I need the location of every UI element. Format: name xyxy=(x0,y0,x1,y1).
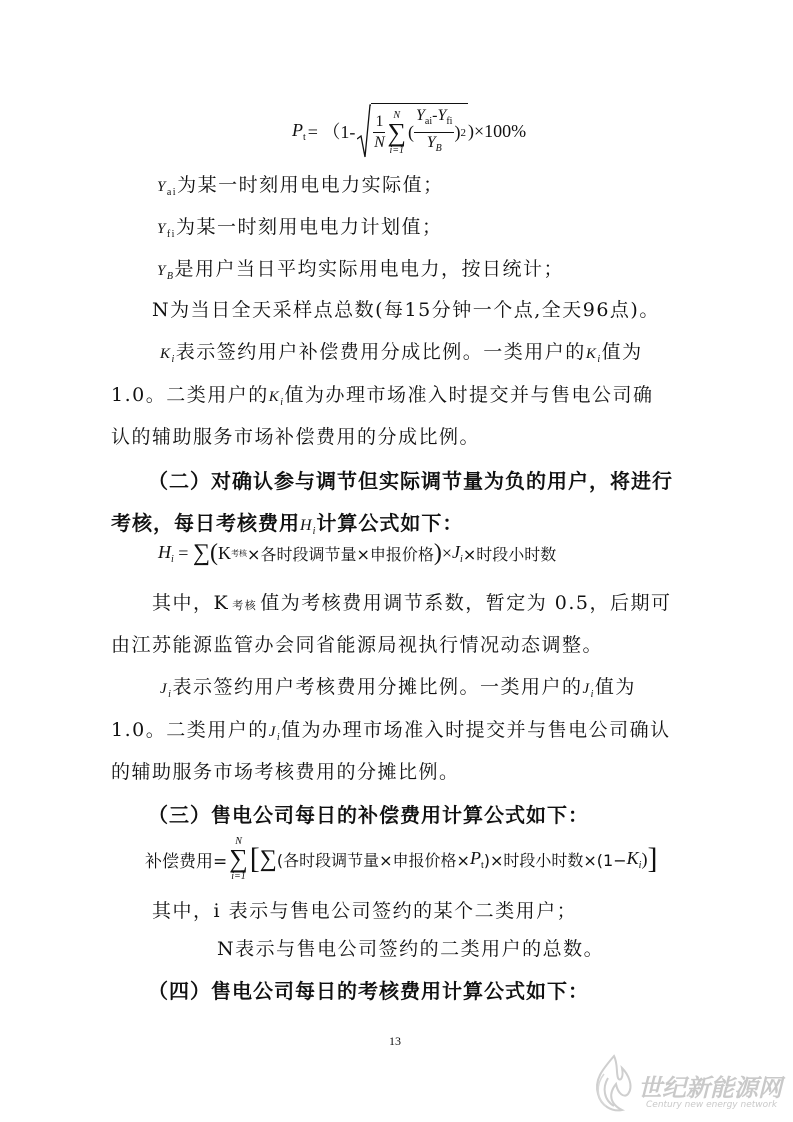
where-n: N表示与售电公司签约的二类用户的总数。 xyxy=(217,938,605,960)
def-yb: $Y_B$是用户当日平均实际用电电力，按日统计； xyxy=(157,258,564,282)
watermark xyxy=(588,1050,793,1122)
where-i: 其中，i 表示与售电公司签约的某个二类用户； xyxy=(152,900,578,922)
section-2-heading-line1: （二）对确认参与调节但实际调节量为负的用户，将进行 xyxy=(148,469,673,493)
paren-close: ) xyxy=(454,122,461,142)
exponent: 2 xyxy=(460,126,466,139)
fraction-ratio: $\frac{Y_{ai}-Y_{fi}}{Y_B}$ xyxy=(415,107,453,154)
sqrt-sign xyxy=(357,103,371,159)
j-para-line1: $J_i$表示签约用户考核费用分摊比例。一类用户的$J_i$值为 xyxy=(160,676,636,700)
j-para-line3: 的辅助服务市场考核费用的分摊比例。 xyxy=(111,761,460,783)
k-para-line1: $K_i$表示签约用户补偿费用分成比例。一类用户的$K_i$值为 xyxy=(160,341,643,365)
khk-para-line1: 其中，K 考核 值为考核费用调节系数，暂定为 0.5，后期可 xyxy=(152,592,672,614)
flame-logo-icon xyxy=(588,1054,640,1116)
paren-open: ( xyxy=(407,122,414,142)
fraction-1-over-n: $\frac{1}{N}$ xyxy=(374,113,385,151)
k-para-line3: 认的辅助服务市场补偿费用的分成比例。 xyxy=(111,426,481,448)
page-number: 13 xyxy=(389,1034,401,1048)
section-2-heading-line2: 考核，每日考核费用$H_i$计算公式如下： xyxy=(111,511,464,537)
def-yfi: $Y_{fi}$为某一时刻用电电力计划值； xyxy=(157,216,443,240)
section-4-heading: （四）售电公司每日的考核费用计算公式如下： xyxy=(148,979,589,1003)
formula-h: $H_i$ = ∑ ( K 考核 ×各时段调节量×申报价格 ) × $J_i$ ×时段小时数 xyxy=(158,540,557,566)
khk-para-line2: 由江苏能源监管办会同省能源局视执行情况动态调整。 xyxy=(111,634,604,656)
def-yai: $Y_{ai}$为某一时刻用电电力实际值； xyxy=(157,174,444,198)
formula-pt xyxy=(292,103,526,159)
j-para-line2: 1.0。二类用户的$J_i$值为办理市场准入时提交并与售电公司确认 xyxy=(111,719,671,743)
formula-compensation: 补偿费用= N ∑ i=1 [ ∑ (各时段调节量×申报价格× $P_t$ )×时段小时数×(1− $K_i$ ) ] xyxy=(145,836,658,882)
outer-sum-symbol: N ∑ i=1 xyxy=(229,836,248,882)
k-para-line2: 1.0。二类用户的$K_i$值为办理市场准入时提交并与售电公司确 xyxy=(111,384,654,408)
watermark-text-en: Century new energy network xyxy=(646,1100,778,1110)
formula-pt-lhs: $P_t$ xyxy=(292,119,306,143)
sum-symbol: N ∑ i=1 xyxy=(387,109,406,156)
watermark-text-cn: 世纪新能源网 xyxy=(638,1074,782,1102)
def-n: N为当日全天采样点总数(每15分钟一个点,全天96点)。 xyxy=(152,299,660,321)
section-3-heading: （三）售电公司每日的补偿费用计算公式如下： xyxy=(148,803,589,827)
formula-pt-tail: )×100% xyxy=(467,120,527,141)
formula-pt-eq: = （1- xyxy=(307,122,356,142)
